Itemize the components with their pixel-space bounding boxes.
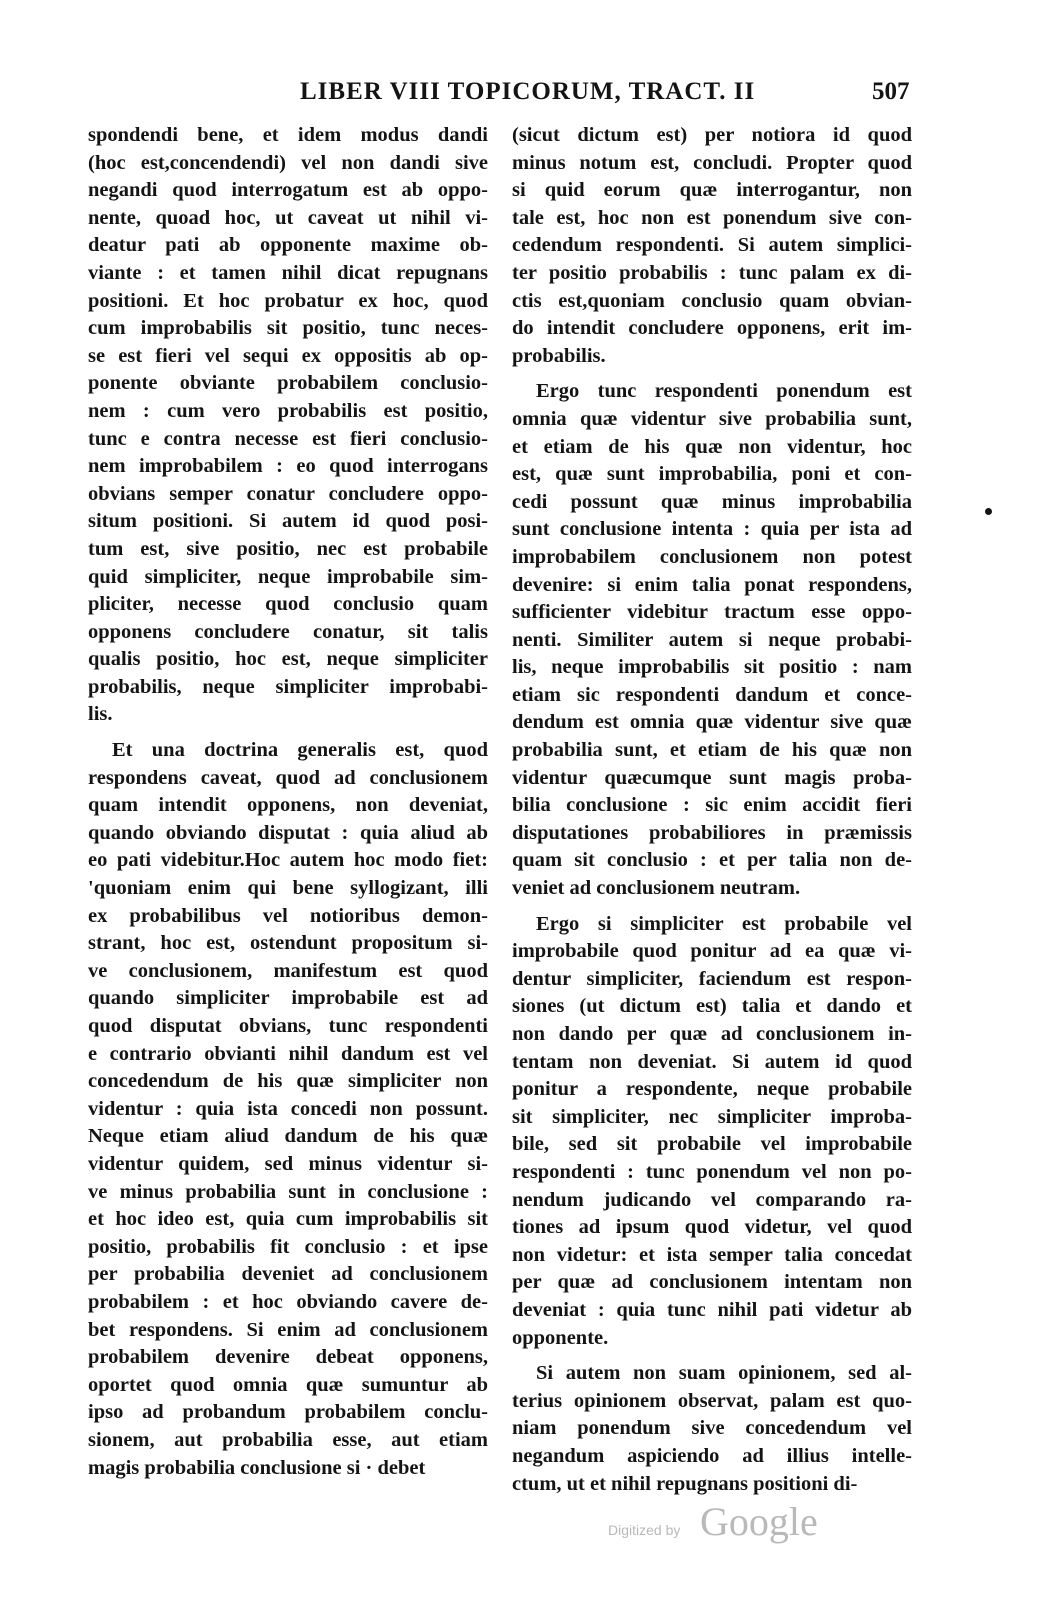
text-line: minus notum est, concludi. Propter quod — [512, 151, 912, 174]
text-line: ponente obviante probabilem conclusio- — [88, 372, 488, 395]
text-line: quando obviando disputat : quia aliud ab — [88, 821, 488, 844]
text-line: cedi possunt quæ minus improbabilia — [512, 490, 912, 513]
right-text-column — [512, 122, 912, 1498]
left-text-column — [88, 122, 488, 1482]
text-line: non dando per quæ ad conclusionem in- — [512, 1023, 912, 1045]
text-line: tale est, hoc non est ponendum sive con- — [512, 206, 912, 229]
text-line: probabilem : et hoc obviando cavere de- — [88, 1290, 488, 1313]
google-logo: Google — [700, 1499, 818, 1544]
text-line: sunt conclusione intenta : quia per ista ad — [512, 518, 912, 541]
text-line: positioni. Et hoc probatur ex hoc, quod — [88, 289, 488, 312]
text-line: cum improbabilis sit positio, tunc neces- — [88, 317, 488, 340]
page-number: 507 — [872, 78, 910, 105]
text-line: ex probabilibus vel notioribus demon- — [88, 904, 488, 927]
text-line: ve minus probabilia sunt in conclusione : — [88, 1180, 488, 1203]
text-line: respondenti : tunc ponendum vel non po- — [512, 1160, 912, 1183]
text-line: pliciter, necesse quod conclusio quam — [88, 593, 488, 616]
text-line: ponitur a respondente, neque probabile — [512, 1078, 912, 1101]
text-line: videntur quidem, sed minus videntur si- — [88, 1152, 488, 1175]
text-line: videntur : quia ista concedi non possunt. — [88, 1097, 488, 1120]
text-line: videntur quæcumque sunt magis proba- — [512, 766, 912, 789]
text-line: etiam sic respondenti dandum et conce- — [512, 683, 912, 706]
text-line: quam intendit opponens, non deveniat, — [88, 794, 488, 817]
text-line: cedendum respondenti. Si autem simplici- — [512, 234, 912, 257]
paragraph-gap — [512, 903, 912, 911]
text-line: Neque etiam aliud dandum de his quæ — [88, 1125, 488, 1148]
text-line: tunc e contra necesse est fieri conclusio- — [88, 427, 488, 450]
text-line: lis. — [88, 703, 113, 726]
text-line: deveniat : quia tunc nihil pati videtur ab — [512, 1298, 912, 1321]
text-line: et hoc ideo est, quia cum improbabilis sit — [88, 1208, 488, 1231]
left-column-paragraph — [88, 122, 488, 729]
text-line: deatur pati ab opponente maxime ob- — [88, 234, 488, 257]
text-line: non videtur: et ista semper talia concedat — [512, 1243, 912, 1266]
text-line: bet respondens. Si enim ad conclusionem — [88, 1318, 488, 1341]
text-line: respondens caveat, quod ad conclusionem — [88, 766, 488, 789]
text-line: spondendi bene, et idem modus dandi — [88, 124, 488, 146]
text-line: magis probabilia conclusione si · debet — [88, 1456, 426, 1479]
text-line: dendum est omnia quæ videntur sive quæ — [512, 711, 912, 734]
text-line: bile, sed sit probabile vel improbabile — [512, 1133, 912, 1156]
digitized-footer — [608, 1498, 868, 1548]
text-line: sit simpliciter, nec simpliciter improba- — [512, 1105, 912, 1128]
text-line: probabilem devenire debeat opponens, — [88, 1346, 488, 1369]
text-line: sufficienter videbitur tractum esse oppo- — [512, 601, 912, 624]
text-line: Ergo si simpliciter est probabile vel — [536, 912, 912, 935]
text-line: nem : cum vero probabilis est positio, — [88, 399, 488, 422]
text-line: probabilis, neque simpliciter improbabi- — [88, 675, 488, 698]
running-title: LIBER VIII TOPICORUM, TRACT. II — [300, 78, 756, 105]
text-line: obvians semper conatur concludere oppo- — [88, 482, 488, 505]
text-line: nem improbabilem : eo quod interrogans — [88, 455, 488, 478]
text-line: ipso ad probandum probabilem conclu- — [88, 1401, 488, 1424]
text-line: Et una doctrina generalis est, quod — [112, 739, 488, 762]
text-line: Ergo tunc respondenti ponendum est — [536, 380, 912, 403]
text-line: siones (ut dictum est) talia et dando et — [512, 995, 912, 1018]
right-column-paragraph — [512, 1360, 912, 1498]
text-line: disputationes probabiliores in præmissis — [512, 821, 912, 844]
text-line: (hoc est,concendendi) vel non dandi sive — [88, 151, 488, 174]
text-line: strant, hoc est, ostendunt propositum si- — [88, 932, 488, 955]
paragraph-gap — [512, 1352, 912, 1360]
text-line: niam ponendum sive concedendum vel — [512, 1417, 912, 1440]
text-line: si quid eorum quæ interrogantur, non — [512, 179, 912, 202]
text-line: per probabilia deveniet ad conclusionem — [88, 1263, 488, 1286]
text-line: e contrario obvianti nihil dandum est vel — [88, 1042, 488, 1065]
text-line: bilia conclusione : sic enim accidit fieri — [512, 794, 912, 817]
text-line: quod disputat obvians, tunc respondenti — [88, 1015, 488, 1037]
text-line: situm positioni. Si autem id quod posi- — [88, 510, 488, 533]
text-line: lis, neque improbabilis sit positio : nam — [512, 656, 912, 679]
text-line: quid simpliciter, neque improbabile sim- — [88, 565, 488, 588]
text-line: probabilis. — [512, 344, 606, 367]
text-line: do intendit concludere opponens, erit im- — [512, 317, 912, 340]
text-line: negandi quod interrogatum est ab oppo- — [88, 179, 488, 202]
text-line: per quæ ad conclusionem intentam non — [512, 1271, 912, 1294]
text-line: opponens concludere conatur, sit talis — [88, 620, 488, 643]
text-line: et etiam de his quæ non videntur, hoc — [512, 435, 912, 458]
text-line: positio, probabilis fit conclusio : et ipse — [88, 1235, 488, 1258]
text-line: sionem, aut probabilia esse, aut etiam — [88, 1428, 488, 1451]
paragraph-gap — [88, 729, 488, 737]
text-line: nenti. Similiter autem si neque probabi- — [512, 628, 912, 651]
text-line: concedendum de his quæ simpliciter non — [88, 1070, 488, 1093]
paragraph-gap — [512, 370, 912, 378]
text-line: tum est, sive positio, nec est probabile — [88, 537, 488, 560]
ink-dot-mark — [985, 508, 992, 515]
text-line: terius opinionem observat, palam est quo- — [512, 1389, 912, 1412]
text-line: Si autem non suam opinionem, sed al- — [536, 1362, 912, 1385]
right-column-paragraph — [512, 122, 912, 370]
text-line: ve conclusionem, manifestum est quod — [88, 959, 488, 982]
text-line: ctis est,quoniam conclusio quam obvian- — [512, 289, 912, 312]
page-header — [0, 78, 1058, 108]
text-line: quam sit conclusio : et per talia non de- — [512, 849, 912, 872]
digitized-by-label: Digitized by — [608, 1522, 681, 1538]
right-column-paragraph — [512, 911, 912, 1353]
text-line: improbabilem conclusionem non potest — [512, 545, 912, 568]
text-line: se est fieri vel sequi ex oppositis ab op- — [88, 344, 488, 367]
text-line: tentam non deveniat. Si autem id quod — [512, 1050, 912, 1073]
text-line: nendum judicando vel comparando ra- — [512, 1188, 912, 1211]
text-line: tiones ad ipsum quod videtur, vel quod — [512, 1216, 912, 1239]
text-line: qualis positio, hoc est, neque simpliciter — [88, 648, 488, 671]
text-line: eo pati videbitur.Hoc autem hoc modo fiet: — [88, 849, 488, 872]
text-line: omnia quæ videntur sive probabilia sunt, — [512, 407, 912, 430]
text-line: viante : et tamen nihil dicat repugnans — [88, 261, 488, 284]
text-line: nente, quoad hoc, ut caveat ut nihil vi- — [88, 206, 488, 229]
text-line: 'quoniam enim qui bene syllogizant, illi — [88, 877, 488, 900]
text-line: ter positio probabilis : tunc palam ex di- — [512, 261, 912, 284]
text-line: (sicut dictum est) per notiora id quod — [512, 124, 912, 146]
text-line: devenire: si enim talia ponat respondens, — [512, 573, 912, 596]
text-line: est, quæ sunt improbabilia, poni et con- — [512, 463, 912, 486]
left-column-paragraph — [88, 737, 488, 1482]
text-line: improbabile quod ponitur ad ea quæ vi- — [512, 940, 912, 963]
text-line: ctum, ut et nihil repugnans positioni di- — [512, 1472, 858, 1495]
text-line: opponente. — [512, 1326, 609, 1349]
right-column-paragraph — [512, 378, 912, 902]
text-line: probabilia sunt, et etiam de his quæ non — [512, 739, 912, 762]
text-line: veniet ad conclusionem neutram. — [512, 877, 801, 900]
text-line: oportet quod omnia quæ sumuntur ab — [88, 1373, 488, 1396]
text-line: quando simpliciter improbabile est ad — [88, 987, 488, 1010]
text-line: dentur simpliciter, faciendum est respon- — [512, 967, 912, 990]
text-line: negandum aspiciendo ad illius intelle- — [512, 1444, 912, 1467]
